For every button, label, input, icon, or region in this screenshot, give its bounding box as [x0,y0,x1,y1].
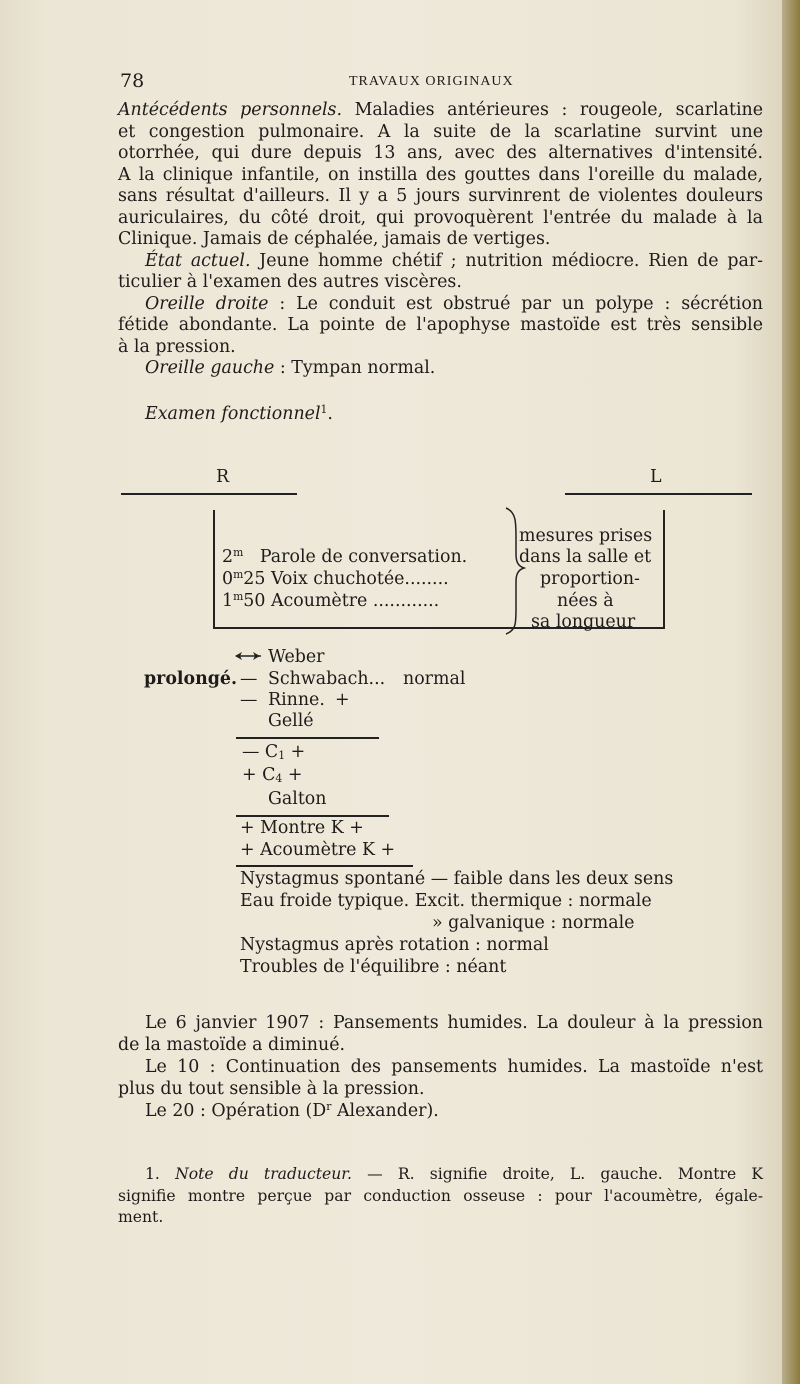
running-title: TRAVAUX ORIGINAUX [349,74,514,89]
course-line-4: plus du tout sensible à la pression. [118,1079,425,1099]
left-ear-label: Oreille gauche [145,358,275,378]
col-l-label: L [650,467,662,487]
note-line-3: proportion- [540,569,640,589]
measure-row-2: 0$^m$25 Voix chuchotée........ [222,568,449,589]
history-line-3: otorrhée, qui dure depuis 13 ans, avec des alternatives d'intensité. [118,143,763,163]
history-line-5: sans résultat d'ailleurs. Il y a 5 jours survinrent de violentes douleurs [118,186,763,206]
rinne-result: + [335,690,350,710]
footnote-line-3: ment. [118,1208,164,1226]
course-line-5: Le 20 : Opération ($D^r$ Alexander). [145,1100,439,1121]
acoumetre-row: + Acoumètre K + [240,840,396,860]
history-line-2: et congestion pulmonaire. A la suite de la scarlatine survint une [118,121,763,142]
footnote-label: Note du traducteur. [175,1165,352,1183]
galton-rule [236,815,389,817]
vestibular-line-5: Troubles de l'équilibre : néant [240,957,507,977]
history-line-1: Antécédents personnels. Maladies antérieures : rougeole, scarlatine [118,100,763,120]
note-line-2: dans la salle et [519,547,652,567]
right-ear-line-1: Oreille droite : Le conduit est obstrué par un polype : sécrétion [145,293,763,314]
right-ear-line-3: à la pression. [118,336,236,357]
history-line-6: auriculaires, du côté droit, qui provoquèrent l'entrée du malade à la [118,207,763,228]
rinne-label: Rinne. [268,690,325,710]
footnote-line-2: signifie montre perçue par conduction osseuse : pour l'acoumètre, égale- [118,1187,763,1205]
note-line-1: mesures prises [519,526,653,546]
page-number: 78 [120,70,145,92]
c4-row: + $C_4$ + [242,765,303,786]
vestibular-line-1: Nystagmus spontané — faible dans les deux sens [240,869,674,889]
footnote-line-1: 1. Note du traducteur. — R. signifie droite, L. gauche. Montre K [145,1165,763,1183]
col-r-label: R [216,467,230,487]
vestibular-line-2: Eau froide typique. Excit. thermique : normale [240,891,652,911]
state-line-2: ticulier à l'examen des autres viscères. [118,272,462,292]
left-ear-line: Oreille gauche : Tympan normal. [145,358,436,378]
course-line-1: Le 6 janvier 1907 : Pansements humides. La douleur à la pression [145,1013,763,1033]
measure-row-3: 1$^m$50 Acoumètre ............ [222,590,440,611]
galton-label: Galton [268,789,327,809]
prolonge-label: prolongé. [144,669,238,689]
weber-arrow-icon [233,648,263,664]
exam-title: Examen fonctionnel$^1$. [145,403,333,424]
gelle-rule [236,737,379,739]
c1-row: — $C_1$ + [242,742,306,763]
montre-row: + Montre K + [240,818,364,838]
vestibular-line-3: » galvanique : normale [432,913,635,933]
note-line-4: nées à [557,591,614,611]
right-ear-line-2: fétide abondante. La pointe de l'apophyse mastoïde est très sensible [118,315,763,335]
course-line-3: Le 10 : Continuation des pansements humides. La mastoïde n'est [145,1057,763,1077]
rinne-dash: — [240,690,258,710]
r-column-rule [121,493,297,495]
measure-row-1: 2$^m$ Parole de conversation. [222,546,468,567]
weber-label: Weber [268,647,325,667]
state-line-1: État actuel. Jeune homme chétif ; nutrition médiocre. Rien de par- [145,250,764,271]
history-line-4: A la clinique infantile, on instilla des gouttes dans l'oreille du malade, [118,164,763,185]
history-label: Antécédents personnels. [118,100,343,120]
note-line-5: sa longueur [531,612,636,632]
grouping-brace [504,504,526,636]
page-edge [782,0,800,1384]
acoumetre-rule [236,865,413,867]
right-ear-label: Oreille droite [145,293,269,314]
schwabach-label: Schwabach... [268,669,386,689]
l-column-rule [565,493,752,495]
table-right-rule [663,510,665,628]
schwabach-result: normal [403,669,466,689]
table-left-rule [213,510,215,628]
state-label: État actuel. [145,250,251,271]
schwabach-dash: — [240,669,258,689]
course-line-2: de la mastoïde a diminué. [118,1035,346,1055]
gelle-label: Gellé [268,711,314,731]
history-line-7: Clinique. Jamais de céphalée, jamais de vertiges. [118,229,551,249]
vestibular-line-4: Nystagmus après rotation : normal [240,935,549,955]
